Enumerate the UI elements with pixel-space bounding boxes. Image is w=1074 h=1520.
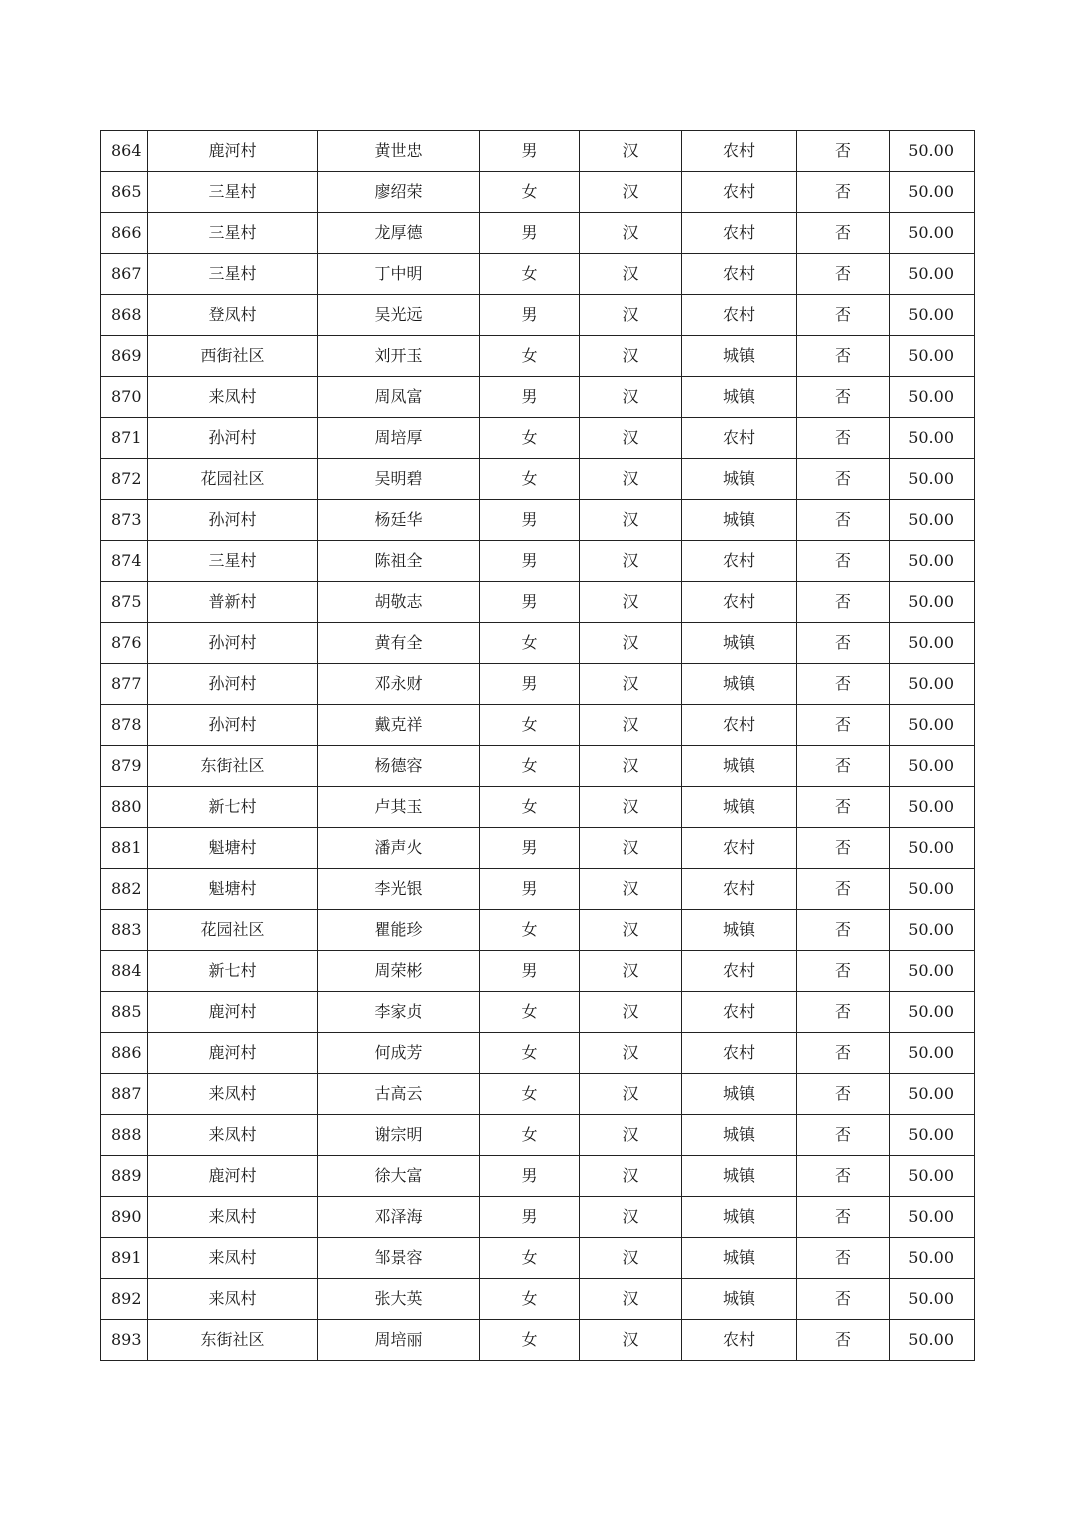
table-row <box>101 418 975 459</box>
gender-cell: 男 <box>480 500 580 541</box>
row-number-cell: 883 <box>101 910 148 951</box>
flag-cell: 否 <box>797 1074 890 1115</box>
gender-cell: 男 <box>480 828 580 869</box>
amount-cell: 50.00 <box>890 459 975 500</box>
residence-type-cell: 城镇 <box>682 1279 797 1320</box>
flag-cell: 否 <box>797 1279 890 1320</box>
table-row <box>101 582 975 623</box>
gender-cell: 男 <box>480 213 580 254</box>
residence-type-cell: 农村 <box>682 131 797 172</box>
table-row <box>101 172 975 213</box>
gender-cell: 女 <box>480 254 580 295</box>
gender-cell: 男 <box>480 295 580 336</box>
table-row <box>101 1115 975 1156</box>
amount-cell: 50.00 <box>890 213 975 254</box>
name-cell: 李光银 <box>318 869 480 910</box>
flag-cell: 否 <box>797 746 890 787</box>
amount-cell: 50.00 <box>890 1074 975 1115</box>
table-row <box>101 541 975 582</box>
table-row <box>101 254 975 295</box>
village-cell: 花园社区 <box>148 459 318 500</box>
ethnicity-cell: 汉 <box>580 213 682 254</box>
gender-cell: 男 <box>480 951 580 992</box>
name-cell: 卢其玉 <box>318 787 480 828</box>
gender-cell: 女 <box>480 1320 580 1361</box>
ethnicity-cell: 汉 <box>580 1279 682 1320</box>
amount-cell: 50.00 <box>890 623 975 664</box>
name-cell: 周培丽 <box>318 1320 480 1361</box>
residence-type-cell: 城镇 <box>682 459 797 500</box>
ethnicity-cell: 汉 <box>580 1115 682 1156</box>
flag-cell: 否 <box>797 623 890 664</box>
name-cell: 杨廷华 <box>318 500 480 541</box>
table-row <box>101 910 975 951</box>
amount-cell: 50.00 <box>890 992 975 1033</box>
name-cell: 廖绍荣 <box>318 172 480 213</box>
name-cell: 黄有全 <box>318 623 480 664</box>
residence-type-cell: 农村 <box>682 869 797 910</box>
village-cell: 来凤村 <box>148 1238 318 1279</box>
residence-type-cell: 城镇 <box>682 746 797 787</box>
amount-cell: 50.00 <box>890 869 975 910</box>
flag-cell: 否 <box>797 500 890 541</box>
name-cell: 徐大富 <box>318 1156 480 1197</box>
village-cell: 魁塘村 <box>148 869 318 910</box>
amount-cell: 50.00 <box>890 418 975 459</box>
residence-type-cell: 城镇 <box>682 336 797 377</box>
flag-cell: 否 <box>797 951 890 992</box>
gender-cell: 女 <box>480 1238 580 1279</box>
ethnicity-cell: 汉 <box>580 951 682 992</box>
gender-cell: 女 <box>480 705 580 746</box>
ethnicity-cell: 汉 <box>580 295 682 336</box>
row-number-cell: 874 <box>101 541 148 582</box>
residence-type-cell: 农村 <box>682 1033 797 1074</box>
name-cell: 邓泽海 <box>318 1197 480 1238</box>
ethnicity-cell: 汉 <box>580 623 682 664</box>
village-cell: 孙河村 <box>148 664 318 705</box>
row-number-cell: 865 <box>101 172 148 213</box>
amount-cell: 50.00 <box>890 664 975 705</box>
table-row <box>101 1197 975 1238</box>
table-row <box>101 787 975 828</box>
residence-type-cell: 城镇 <box>682 1115 797 1156</box>
amount-cell: 50.00 <box>890 295 975 336</box>
ethnicity-cell: 汉 <box>580 664 682 705</box>
residence-type-cell: 农村 <box>682 582 797 623</box>
name-cell: 黄世忠 <box>318 131 480 172</box>
table-row <box>101 951 975 992</box>
village-cell: 来凤村 <box>148 1074 318 1115</box>
flag-cell: 否 <box>797 1115 890 1156</box>
gender-cell: 男 <box>480 541 580 582</box>
residence-type-cell: 农村 <box>682 951 797 992</box>
name-cell: 张大英 <box>318 1279 480 1320</box>
flag-cell: 否 <box>797 1197 890 1238</box>
flag-cell: 否 <box>797 1033 890 1074</box>
gender-cell: 男 <box>480 869 580 910</box>
flag-cell: 否 <box>797 336 890 377</box>
row-number-cell: 879 <box>101 746 148 787</box>
ethnicity-cell: 汉 <box>580 1074 682 1115</box>
table-row <box>101 377 975 418</box>
amount-cell: 50.00 <box>890 828 975 869</box>
gender-cell: 女 <box>480 1279 580 1320</box>
gender-cell: 女 <box>480 418 580 459</box>
table-row <box>101 1033 975 1074</box>
name-cell: 谢宗明 <box>318 1115 480 1156</box>
row-number-cell: 888 <box>101 1115 148 1156</box>
table-row <box>101 869 975 910</box>
name-cell: 胡敬志 <box>318 582 480 623</box>
row-number-cell: 884 <box>101 951 148 992</box>
ethnicity-cell: 汉 <box>580 1238 682 1279</box>
flag-cell: 否 <box>797 541 890 582</box>
village-cell: 普新村 <box>148 582 318 623</box>
flag-cell: 否 <box>797 213 890 254</box>
table-row <box>101 1156 975 1197</box>
residence-type-cell: 城镇 <box>682 1074 797 1115</box>
village-cell: 登凤村 <box>148 295 318 336</box>
flag-cell: 否 <box>797 787 890 828</box>
roster-table <box>100 130 975 1361</box>
flag-cell: 否 <box>797 1320 890 1361</box>
ethnicity-cell: 汉 <box>580 582 682 623</box>
name-cell: 李家贞 <box>318 992 480 1033</box>
village-cell: 东街社区 <box>148 746 318 787</box>
ethnicity-cell: 汉 <box>580 418 682 459</box>
amount-cell: 50.00 <box>890 377 975 418</box>
amount-cell: 50.00 <box>890 172 975 213</box>
amount-cell: 50.00 <box>890 500 975 541</box>
residence-type-cell: 城镇 <box>682 623 797 664</box>
flag-cell: 否 <box>797 664 890 705</box>
table-row <box>101 1074 975 1115</box>
village-cell: 魁塘村 <box>148 828 318 869</box>
row-number-cell: 871 <box>101 418 148 459</box>
residence-type-cell: 城镇 <box>682 910 797 951</box>
row-number-cell: 893 <box>101 1320 148 1361</box>
amount-cell: 50.00 <box>890 1238 975 1279</box>
residence-type-cell: 农村 <box>682 828 797 869</box>
flag-cell: 否 <box>797 705 890 746</box>
ethnicity-cell: 汉 <box>580 869 682 910</box>
name-cell: 吴明碧 <box>318 459 480 500</box>
roster-table-body <box>101 131 975 1361</box>
village-cell: 三星村 <box>148 254 318 295</box>
gender-cell: 女 <box>480 746 580 787</box>
amount-cell: 50.00 <box>890 910 975 951</box>
row-number-cell: 885 <box>101 992 148 1033</box>
amount-cell: 50.00 <box>890 1279 975 1320</box>
residence-type-cell: 城镇 <box>682 500 797 541</box>
row-number-cell: 877 <box>101 664 148 705</box>
village-cell: 花园社区 <box>148 910 318 951</box>
village-cell: 孙河村 <box>148 418 318 459</box>
row-number-cell: 882 <box>101 869 148 910</box>
row-number-cell: 878 <box>101 705 148 746</box>
flag-cell: 否 <box>797 910 890 951</box>
ethnicity-cell: 汉 <box>580 131 682 172</box>
ethnicity-cell: 汉 <box>580 377 682 418</box>
flag-cell: 否 <box>797 582 890 623</box>
gender-cell: 男 <box>480 131 580 172</box>
gender-cell: 女 <box>480 336 580 377</box>
row-number-cell: 889 <box>101 1156 148 1197</box>
residence-type-cell: 农村 <box>682 418 797 459</box>
row-number-cell: 891 <box>101 1238 148 1279</box>
residence-type-cell: 农村 <box>682 541 797 582</box>
ethnicity-cell: 汉 <box>580 1320 682 1361</box>
table-row <box>101 828 975 869</box>
name-cell: 何成芳 <box>318 1033 480 1074</box>
village-cell: 新七村 <box>148 951 318 992</box>
ethnicity-cell: 汉 <box>580 746 682 787</box>
flag-cell: 否 <box>797 1238 890 1279</box>
village-cell: 三星村 <box>148 213 318 254</box>
row-number-cell: 868 <box>101 295 148 336</box>
name-cell: 刘开玉 <box>318 336 480 377</box>
table-row <box>101 623 975 664</box>
residence-type-cell: 农村 <box>682 172 797 213</box>
row-number-cell: 873 <box>101 500 148 541</box>
village-cell: 鹿河村 <box>148 131 318 172</box>
village-cell: 来凤村 <box>148 1279 318 1320</box>
gender-cell: 女 <box>480 623 580 664</box>
row-number-cell: 887 <box>101 1074 148 1115</box>
village-cell: 来凤村 <box>148 377 318 418</box>
amount-cell: 50.00 <box>890 787 975 828</box>
name-cell: 陈祖全 <box>318 541 480 582</box>
amount-cell: 50.00 <box>890 1197 975 1238</box>
row-number-cell: 864 <box>101 131 148 172</box>
flag-cell: 否 <box>797 992 890 1033</box>
flag-cell: 否 <box>797 295 890 336</box>
flag-cell: 否 <box>797 172 890 213</box>
residence-type-cell: 农村 <box>682 705 797 746</box>
village-cell: 来凤村 <box>148 1115 318 1156</box>
ethnicity-cell: 汉 <box>580 828 682 869</box>
village-cell: 三星村 <box>148 172 318 213</box>
row-number-cell: 886 <box>101 1033 148 1074</box>
amount-cell: 50.00 <box>890 1156 975 1197</box>
gender-cell: 女 <box>480 787 580 828</box>
row-number-cell: 880 <box>101 787 148 828</box>
name-cell: 邓永财 <box>318 664 480 705</box>
gender-cell: 男 <box>480 582 580 623</box>
name-cell: 杨德容 <box>318 746 480 787</box>
gender-cell: 女 <box>480 992 580 1033</box>
name-cell: 吴光远 <box>318 295 480 336</box>
flag-cell: 否 <box>797 131 890 172</box>
row-number-cell: 892 <box>101 1279 148 1320</box>
residence-type-cell: 城镇 <box>682 1156 797 1197</box>
gender-cell: 男 <box>480 1156 580 1197</box>
village-cell: 东街社区 <box>148 1320 318 1361</box>
gender-cell: 女 <box>480 1115 580 1156</box>
table-row <box>101 992 975 1033</box>
gender-cell: 女 <box>480 459 580 500</box>
amount-cell: 50.00 <box>890 705 975 746</box>
amount-cell: 50.00 <box>890 746 975 787</box>
amount-cell: 50.00 <box>890 131 975 172</box>
flag-cell: 否 <box>797 377 890 418</box>
amount-cell: 50.00 <box>890 336 975 377</box>
table-row <box>101 1238 975 1279</box>
name-cell: 龙厚德 <box>318 213 480 254</box>
amount-cell: 50.00 <box>890 1320 975 1361</box>
row-number-cell: 876 <box>101 623 148 664</box>
ethnicity-cell: 汉 <box>580 705 682 746</box>
row-number-cell: 881 <box>101 828 148 869</box>
table-row <box>101 459 975 500</box>
flag-cell: 否 <box>797 254 890 295</box>
flag-cell: 否 <box>797 418 890 459</box>
amount-cell: 50.00 <box>890 951 975 992</box>
ethnicity-cell: 汉 <box>580 541 682 582</box>
gender-cell: 男 <box>480 664 580 705</box>
village-cell: 鹿河村 <box>148 1033 318 1074</box>
residence-type-cell: 农村 <box>682 213 797 254</box>
flag-cell: 否 <box>797 1156 890 1197</box>
name-cell: 周培厚 <box>318 418 480 459</box>
name-cell: 戴克祥 <box>318 705 480 746</box>
residence-type-cell: 城镇 <box>682 664 797 705</box>
amount-cell: 50.00 <box>890 1033 975 1074</box>
amount-cell: 50.00 <box>890 1115 975 1156</box>
ethnicity-cell: 汉 <box>580 336 682 377</box>
ethnicity-cell: 汉 <box>580 910 682 951</box>
amount-cell: 50.00 <box>890 541 975 582</box>
row-number-cell: 869 <box>101 336 148 377</box>
table-row <box>101 705 975 746</box>
gender-cell: 男 <box>480 377 580 418</box>
name-cell: 周凤富 <box>318 377 480 418</box>
residence-type-cell: 城镇 <box>682 787 797 828</box>
village-cell: 来凤村 <box>148 1197 318 1238</box>
ethnicity-cell: 汉 <box>580 1197 682 1238</box>
village-cell: 鹿河村 <box>148 1156 318 1197</box>
gender-cell: 女 <box>480 172 580 213</box>
ethnicity-cell: 汉 <box>580 500 682 541</box>
ethnicity-cell: 汉 <box>580 992 682 1033</box>
table-row <box>101 131 975 172</box>
residence-type-cell: 农村 <box>682 295 797 336</box>
ethnicity-cell: 汉 <box>580 254 682 295</box>
row-number-cell: 890 <box>101 1197 148 1238</box>
name-cell: 邹景容 <box>318 1238 480 1279</box>
gender-cell: 女 <box>480 1074 580 1115</box>
amount-cell: 50.00 <box>890 582 975 623</box>
name-cell: 周荣彬 <box>318 951 480 992</box>
residence-type-cell: 城镇 <box>682 1238 797 1279</box>
village-cell: 孙河村 <box>148 623 318 664</box>
village-cell: 鹿河村 <box>148 992 318 1033</box>
gender-cell: 男 <box>480 1197 580 1238</box>
ethnicity-cell: 汉 <box>580 1156 682 1197</box>
gender-cell: 女 <box>480 1033 580 1074</box>
gender-cell: 女 <box>480 910 580 951</box>
table-row <box>101 664 975 705</box>
residence-type-cell: 城镇 <box>682 377 797 418</box>
table-row <box>101 1279 975 1320</box>
village-cell: 新七村 <box>148 787 318 828</box>
residence-type-cell: 农村 <box>682 1320 797 1361</box>
residence-type-cell: 农村 <box>682 992 797 1033</box>
row-number-cell: 867 <box>101 254 148 295</box>
flag-cell: 否 <box>797 459 890 500</box>
name-cell: 潘声火 <box>318 828 480 869</box>
table-row <box>101 295 975 336</box>
name-cell: 古高云 <box>318 1074 480 1115</box>
table-row <box>101 336 975 377</box>
table-row <box>101 1320 975 1361</box>
village-cell: 孙河村 <box>148 500 318 541</box>
ethnicity-cell: 汉 <box>580 459 682 500</box>
name-cell: 丁中明 <box>318 254 480 295</box>
name-cell: 瞿能珍 <box>318 910 480 951</box>
row-number-cell: 870 <box>101 377 148 418</box>
amount-cell: 50.00 <box>890 254 975 295</box>
residence-type-cell: 城镇 <box>682 1197 797 1238</box>
village-cell: 西街社区 <box>148 336 318 377</box>
table-row <box>101 746 975 787</box>
ethnicity-cell: 汉 <box>580 172 682 213</box>
row-number-cell: 866 <box>101 213 148 254</box>
flag-cell: 否 <box>797 869 890 910</box>
residence-type-cell: 农村 <box>682 254 797 295</box>
table-row <box>101 213 975 254</box>
row-number-cell: 875 <box>101 582 148 623</box>
flag-cell: 否 <box>797 828 890 869</box>
village-cell: 孙河村 <box>148 705 318 746</box>
ethnicity-cell: 汉 <box>580 1033 682 1074</box>
ethnicity-cell: 汉 <box>580 787 682 828</box>
table-row <box>101 500 975 541</box>
row-number-cell: 872 <box>101 459 148 500</box>
village-cell: 三星村 <box>148 541 318 582</box>
